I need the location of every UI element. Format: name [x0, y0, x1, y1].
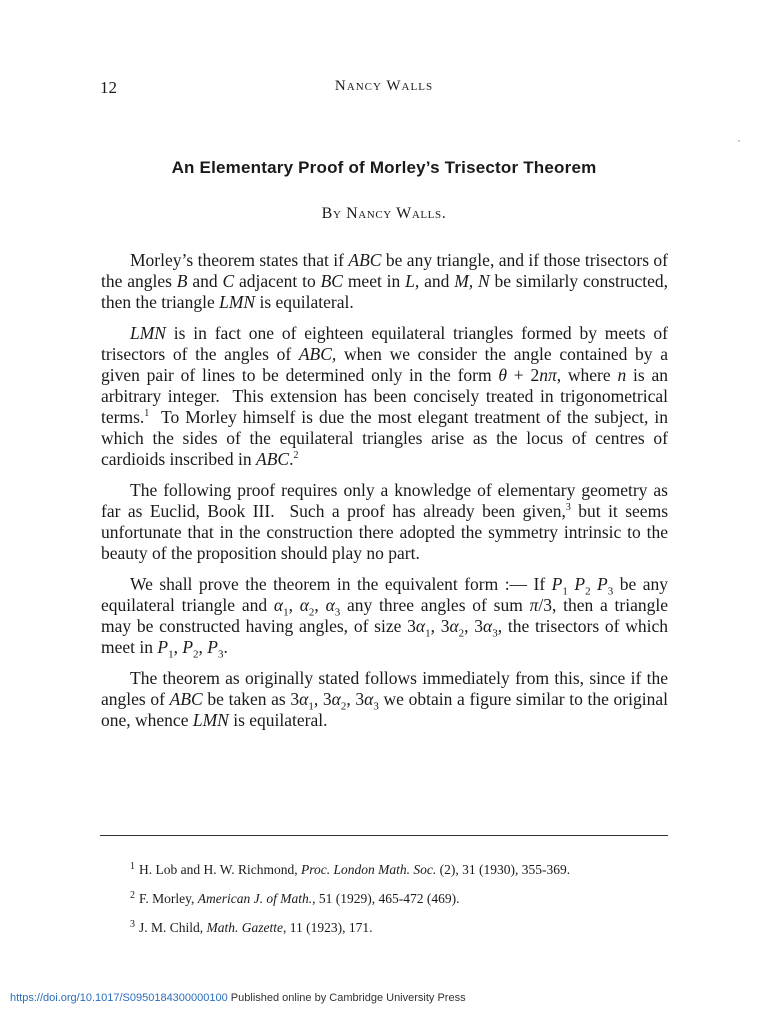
footnote-text: (2), 31 (1930), 355-369.: [436, 862, 571, 877]
page-number: 12: [100, 78, 117, 97]
article-body: [101, 250, 668, 741]
article-title: An Elementary Proof of Morley’s Trisector Theorem: [171, 158, 597, 177]
doi-link[interactable]: https://doi.org/10.1017/S0950184300000100: [10, 992, 228, 1004]
footnote-text: , 51 (1929), 465-472 (469).: [312, 891, 460, 906]
footnote-mark: 1: [130, 860, 135, 872]
running-head: Nancy Walls: [334, 78, 434, 94]
paragraph-4: We shall prove the theorem in the equivalent form :— If $P_1$ $P_2$ $P_3$ be any equilateral triangle and $\alpha_1$, $\alpha_2$, $\alpha_3$ any three angles of sum π/3, then a triangle may be constructed having angles, of size $3\alpha_1$, $3\alpha_2$, $3\alpha_3$, the trisectors of which meet in $P_1$, $P_2$, $P_3$.: [101, 574, 669, 661]
scan-speck: [738, 140, 740, 142]
footnote-journal: Math. Gazette: [206, 920, 284, 935]
footnote-text: H. Lob and H. W. Richmond,: [139, 862, 301, 877]
footnote-mark: 2: [130, 889, 135, 901]
footnote-1: [130, 862, 690, 878]
footnotes: [130, 862, 690, 949]
footnote-text: , 11 (1923), 171.: [283, 920, 373, 935]
footnote-3: [130, 920, 690, 936]
paragraph-1: Morley’s theorem states that if ABC be any triangle, and if those trisectors of the angles B and C adjacent to BC meet in L, and M, N be similarly constructed, then the triangle LMN is equilateral.: [101, 250, 669, 312]
paragraph-3: The following proof requires only a knowledge of elementary geometry as far as Euclid, Book III. Such a proof has already been given,$^3$ but it seems unfortunate that in the construction there adopted the symmetry intrinsic to the beauty of the proposition should play no part.: [101, 480, 669, 563]
byline: By Nancy Walls.: [321, 205, 447, 222]
footnote-2: [130, 891, 690, 907]
paragraph-5: The theorem as originally stated follows immediately from this, since if the angles of ABC be taken as $3\alpha_1$, $3\alpha_2$, $3\alpha_3$ we obtain a figure similar to the original one, whence LMN is equilateral.: [101, 668, 668, 730]
footnote-text: J. M. Child,: [139, 920, 207, 935]
publisher-note: Published online by Cambridge University Press: [227, 992, 466, 1004]
footnote-mark: 3: [130, 918, 135, 930]
paragraph-2: LMN is in fact one of eighteen equilateral triangles formed by meets of trisectors of the angles of ABC, when we consider the angle contained by a given pair of lines to be determined only in the form θ + 2nπ, where n is an arbitrary integer. This extension has been concisely treated in trigonometrical terms.$^1$ To Morley himself is due the most elegant treatment of the subject, in which the sides of the equilateral triangles arise as the locus of centres of cardioids inscribed in ABC.$^2$: [101, 323, 669, 469]
source-line: [10, 992, 466, 1004]
footnote-journal: American J. of Math.: [197, 891, 313, 906]
footnote-rule: [100, 835, 668, 836]
footnote-journal: Proc. London Math. Soc.: [301, 862, 437, 877]
footnote-text: F. Morley,: [139, 891, 198, 906]
